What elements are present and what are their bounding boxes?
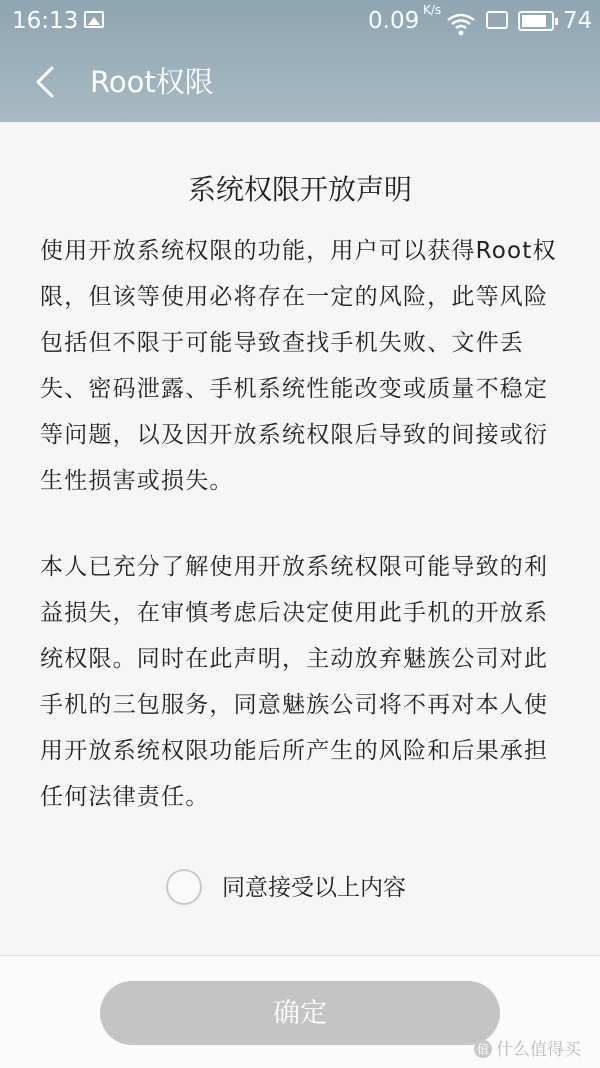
declaration-paragraph-2: 本人已充分了解使用开放系统权限可能导致的利益损失，在审慎考虑后决定使用此手机的开放系统权限。同时在此声明，主动放弃魅族公司对此手机的三包服务，同意魅族公司将不再对本人使用开放系统权限功能后所产生的风险和后果承担任何法律责任。: [40, 554, 549, 810]
status-time: 16:13: [12, 8, 79, 34]
battery-icon: [518, 11, 554, 31]
network-speed-unit: K/s: [423, 3, 442, 17]
app-bar: [0, 42, 600, 122]
watermark-text: 什么值得买: [496, 1040, 581, 1060]
message-icon: [486, 11, 508, 29]
agree-radio[interactable]: [166, 869, 202, 905]
declaration-paragraph-1: 使用开放系统权限的功能，用户可以获得Root权限，但该等使用必将存在一定的风险，此等风险包括但不限于可能导致查找手机失败、文件丢失、密码泄露、手机系统性能改变或质量不稳定等问题，以及因开放系统权限后导致的间接或衍生性损害或损失。: [40, 238, 557, 494]
top-bar: [0, 0, 600, 122]
watermark-logo-icon: 值: [474, 1040, 492, 1058]
status-bar: [0, 0, 600, 42]
page-title: Root权限: [90, 65, 214, 99]
image-icon: [84, 11, 104, 28]
declaration-heading: 系统权限开放声明: [187, 173, 412, 206]
agree-label: 同意接受以上内容: [222, 875, 406, 901]
watermark: [474, 1040, 581, 1060]
confirm-button[interactable]: 确定: [100, 981, 500, 1045]
network-speed: 0.09: [368, 8, 420, 34]
back-arrow-icon[interactable]: [28, 62, 68, 102]
battery-percent: 74: [563, 8, 593, 34]
